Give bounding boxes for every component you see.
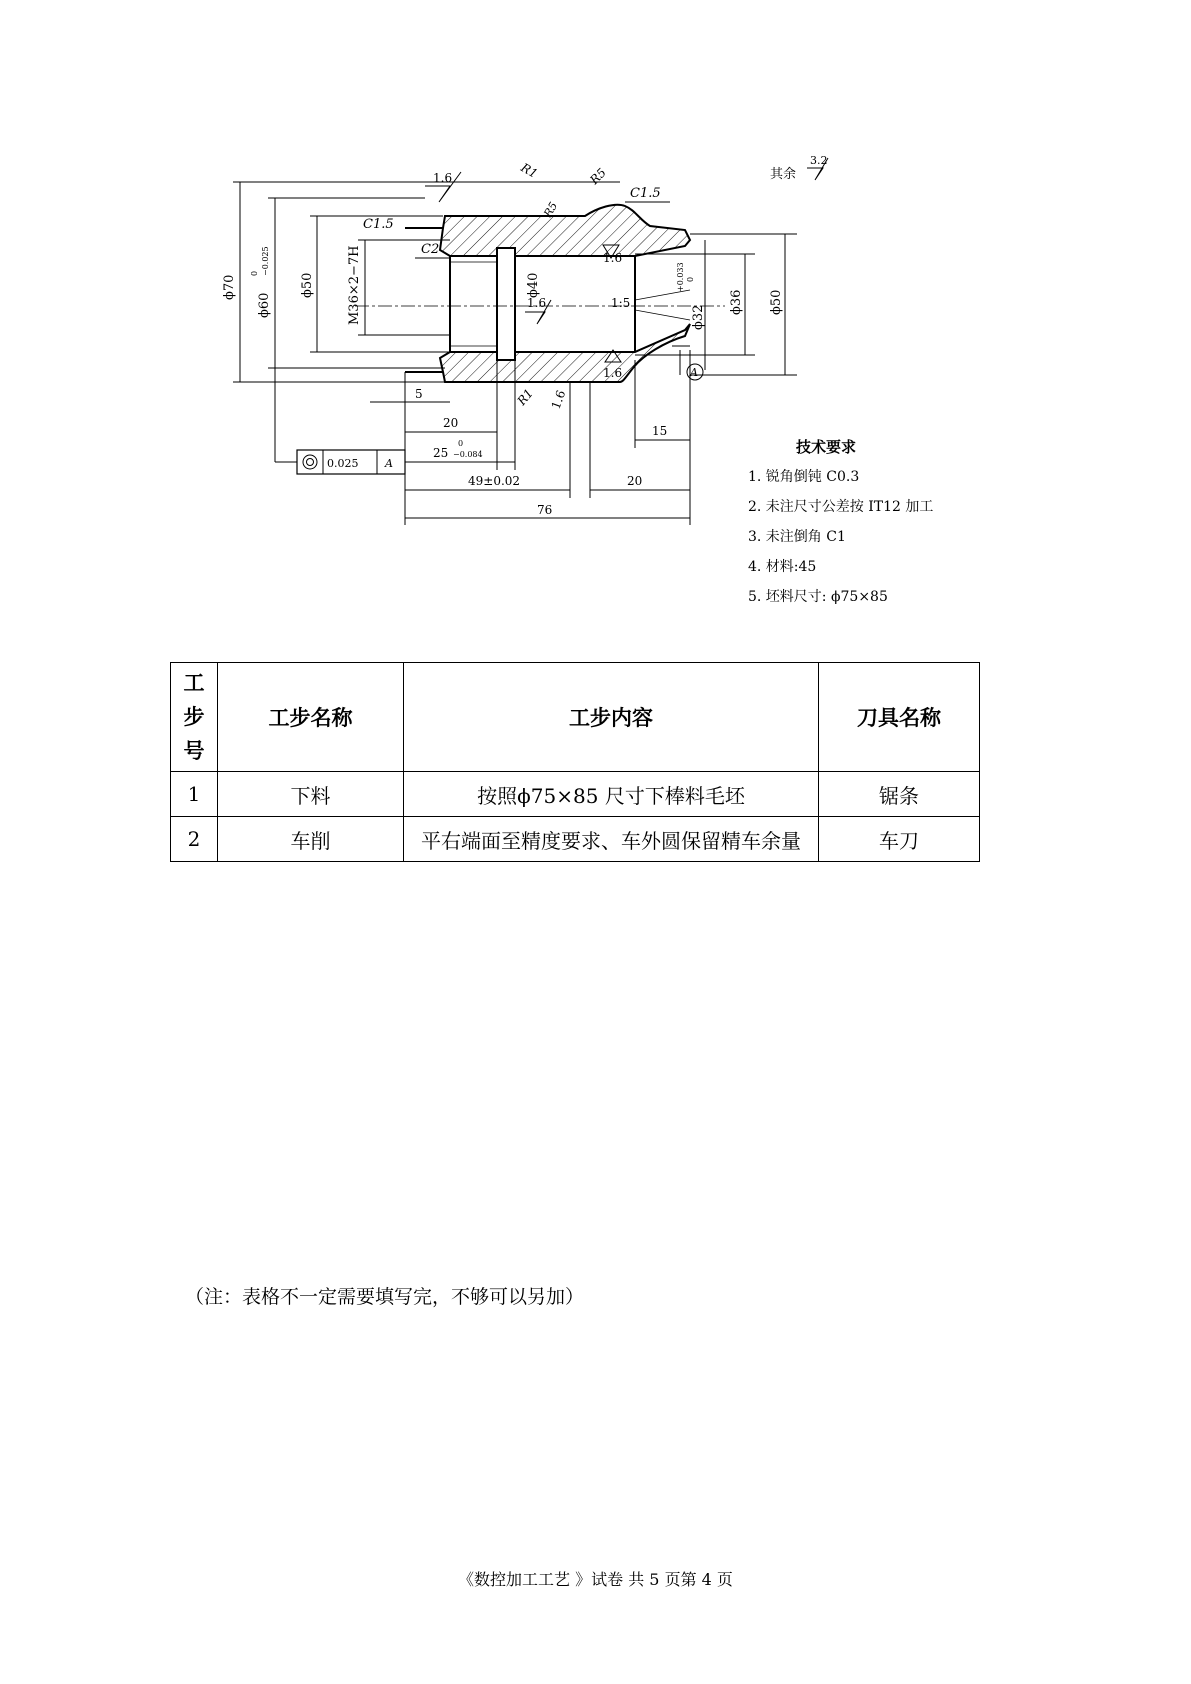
label-c2: C2 xyxy=(421,242,440,257)
label-c15-right: C1.5 xyxy=(630,186,661,201)
technical-requirements xyxy=(748,432,933,612)
tech-req-item: 2. 未注尺寸公差按 IT12 加工 xyxy=(748,499,934,515)
table-row xyxy=(171,772,980,817)
dim-l15: 15 xyxy=(652,424,668,438)
cell-tool: 锯条 xyxy=(819,772,980,817)
process-table xyxy=(170,662,980,862)
dim-l76: 76 xyxy=(537,503,553,517)
dim-d32-tol-upper: +0.033 xyxy=(676,262,685,292)
tech-req-item: 4. 材料:45 xyxy=(748,559,817,575)
cell-tool: 车刀 xyxy=(819,817,980,862)
cell-name: 下料 xyxy=(218,772,404,817)
tech-req-item: 5. 坯料尺寸: ϕ75×85 xyxy=(748,589,888,605)
cell-name: 车削 xyxy=(218,817,404,862)
dim-d70: ϕ70 xyxy=(222,274,237,300)
header-step-no: 工 步 号 xyxy=(171,663,218,772)
dim-d32: ϕ32 xyxy=(691,304,706,330)
page-footer: 《数控加工工艺 》试卷 共 5 页第 4 页 xyxy=(458,1570,733,1589)
dim-d60-tol-upper: 0 xyxy=(250,270,259,276)
dim-l5: 5 xyxy=(415,387,423,401)
tech-req-item: 1. 锐角倒钝 C0.3 xyxy=(748,469,860,485)
datum-a: A xyxy=(690,366,698,379)
dim-d50-right: ϕ50 xyxy=(769,289,784,315)
section-bottom xyxy=(440,324,690,382)
label-ra-bottom: 1.6 xyxy=(548,388,569,412)
label-taper: 1:5 xyxy=(611,296,631,310)
dim-thread: M36×2−7H xyxy=(347,245,362,325)
surface-finish-value: 3.2 xyxy=(810,154,828,167)
label-ra-bottom-right: 1.6 xyxy=(603,366,623,380)
surface-finish-others: 其余 xyxy=(770,167,797,182)
dim-d50-left: ϕ50 xyxy=(300,272,315,298)
table-row xyxy=(171,817,980,862)
label-r1-top: R1 xyxy=(518,160,540,181)
section-top xyxy=(440,205,690,256)
dim-d40: ϕ40 xyxy=(526,272,541,298)
header-step-name: 工步名称 xyxy=(218,663,404,772)
label-ra-top: 1.6 xyxy=(433,171,453,185)
tolerance-datum: A xyxy=(385,457,393,470)
tech-req-item: 3. 未注倒角 C1 xyxy=(748,529,846,545)
dim-l20-right: 20 xyxy=(627,474,643,488)
dim-d60: ϕ60 xyxy=(257,292,272,318)
label-ra-bore-mid: 1.6 xyxy=(527,296,547,310)
tech-req-title: 技术要求 xyxy=(796,438,857,456)
dim-d36: ϕ36 xyxy=(729,289,744,315)
dim-d32-tol-lower: 0 xyxy=(686,276,695,282)
cell-no: 1 xyxy=(171,772,218,817)
table-header-row xyxy=(171,663,980,772)
dim-l49: 49±0.02 xyxy=(468,474,521,488)
table-note: （注：表格不一定需要填写完，不够可以另加） xyxy=(185,1286,585,1308)
concentricity-icon xyxy=(303,455,317,469)
dim-l25-tol-lower: −0.084 xyxy=(453,450,483,459)
label-r5-a: R5 xyxy=(587,165,609,188)
label-c15-left: C1.5 xyxy=(363,217,394,232)
header-tool: 刀具名称 xyxy=(819,663,980,772)
label-r1-bottom: R1 xyxy=(514,386,537,408)
cell-content: 平右端面至精度要求、车外圆保留精车余量 xyxy=(404,817,819,862)
dim-l25-tol-upper: 0 xyxy=(458,439,464,448)
cell-no: 2 xyxy=(171,817,218,862)
header-step-content: 工步内容 xyxy=(404,663,819,772)
label-r5-b: R5 xyxy=(541,199,561,220)
dim-l20: 20 xyxy=(443,416,459,430)
dim-l25: 25 xyxy=(433,446,449,460)
cell-content: 按照ϕ75×85 尺寸下棒料毛坯 xyxy=(404,772,819,817)
label-ra-bore-right: 1.6 xyxy=(603,251,623,265)
tolerance-value: 0.025 xyxy=(327,457,359,470)
dim-d60-tol-lower: −0.025 xyxy=(261,246,270,276)
